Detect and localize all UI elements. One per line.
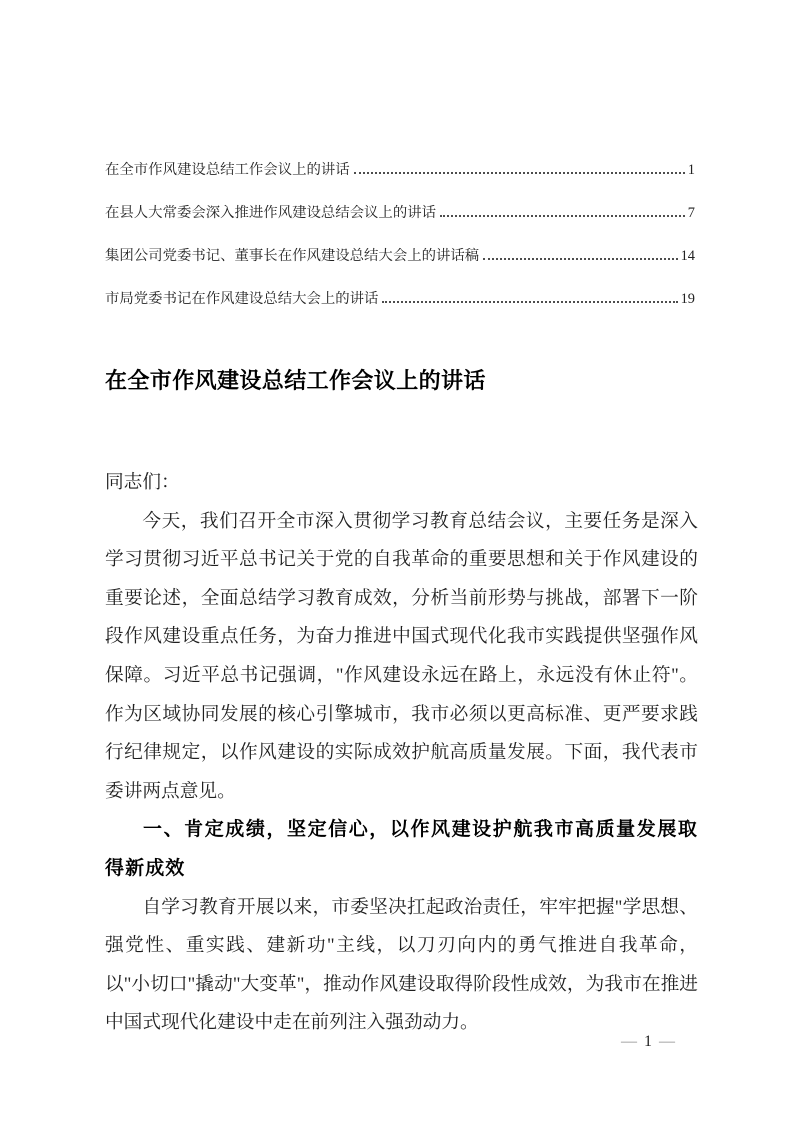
toc-entry-title: 在县人大常委会深入推进作风建设总结会议上的讲话 bbox=[105, 205, 436, 221]
paragraph: 自学习教育开展以来，市委坚决扛起政治责任，牢牢把握"学思想、强党性、重实践、建新功"主线，以刀刃向内的勇气推进自我革命，以"小切口"撬动"大变革"，推动作风建设取得阶段性成效，为我市在推进中国式现代化建设中走在前列注入强劲动力。 bbox=[105, 896, 698, 1034]
page-footer bbox=[621, 1032, 675, 1052]
toc-entry-title: 在全市作风建设总结工作会议上的讲话 bbox=[105, 162, 350, 178]
article-title: 在全市作风建设总结工作会议上的讲话 bbox=[105, 368, 486, 393]
toc-entry-title: 市局党委书记在作风建设总结大会上的讲话 bbox=[105, 291, 379, 307]
toc-entry-page: 19 bbox=[680, 291, 695, 307]
toc-dot-leader bbox=[440, 211, 685, 217]
toc-entry-page: 1 bbox=[687, 162, 695, 178]
salutation: 同志们： bbox=[105, 472, 180, 493]
page-number-dash-right: — bbox=[659, 1033, 675, 1050]
page-number: 1 bbox=[644, 1033, 652, 1050]
toc-entry[interactable] bbox=[105, 287, 695, 307]
toc-entry-title: 集团公司党委书记、董事长在作风建设总结大会上的讲话稿 bbox=[105, 248, 480, 264]
paragraph: 今天，我们召开全市深入贯彻学习教育总结会议，主要任务是深入学习贯彻习近平总书记关于党的自我革命的重要思想和关于作风建设的重要论述，全面总结学习教育成效，分析当前形势与挑战，部署下一阶段作风建设重点任务，为奋力推进中国式现代化我市实践提供坚强作风保障。习近平总书记强调，"作风建设永远在路上，永远没有休止符"。作为区域协同发展的核心引擎城市，我市必须以更高标准、更严要求践行纪律规定，以作风建设的实际成效护航高质量发展。下面，我代表市委讲两点意见。 bbox=[105, 510, 698, 802]
section-heading: 一、肯定成绩，坚定信心，以作风建设护航我市高质量发展取得新成效 bbox=[105, 819, 698, 879]
toc-dot-leader bbox=[382, 297, 677, 303]
toc-dot-leader bbox=[354, 168, 685, 174]
toc-entry-page: 14 bbox=[680, 248, 695, 264]
toc-entry[interactable] bbox=[105, 244, 695, 264]
toc-entry[interactable] bbox=[105, 201, 695, 221]
page-number-dash-left: — bbox=[621, 1033, 637, 1050]
table-of-contents bbox=[105, 158, 695, 330]
toc-dot-leader bbox=[483, 254, 677, 260]
toc-entry-page: 7 bbox=[687, 205, 695, 221]
toc-entry[interactable] bbox=[105, 158, 695, 178]
article-body bbox=[105, 464, 698, 1043]
